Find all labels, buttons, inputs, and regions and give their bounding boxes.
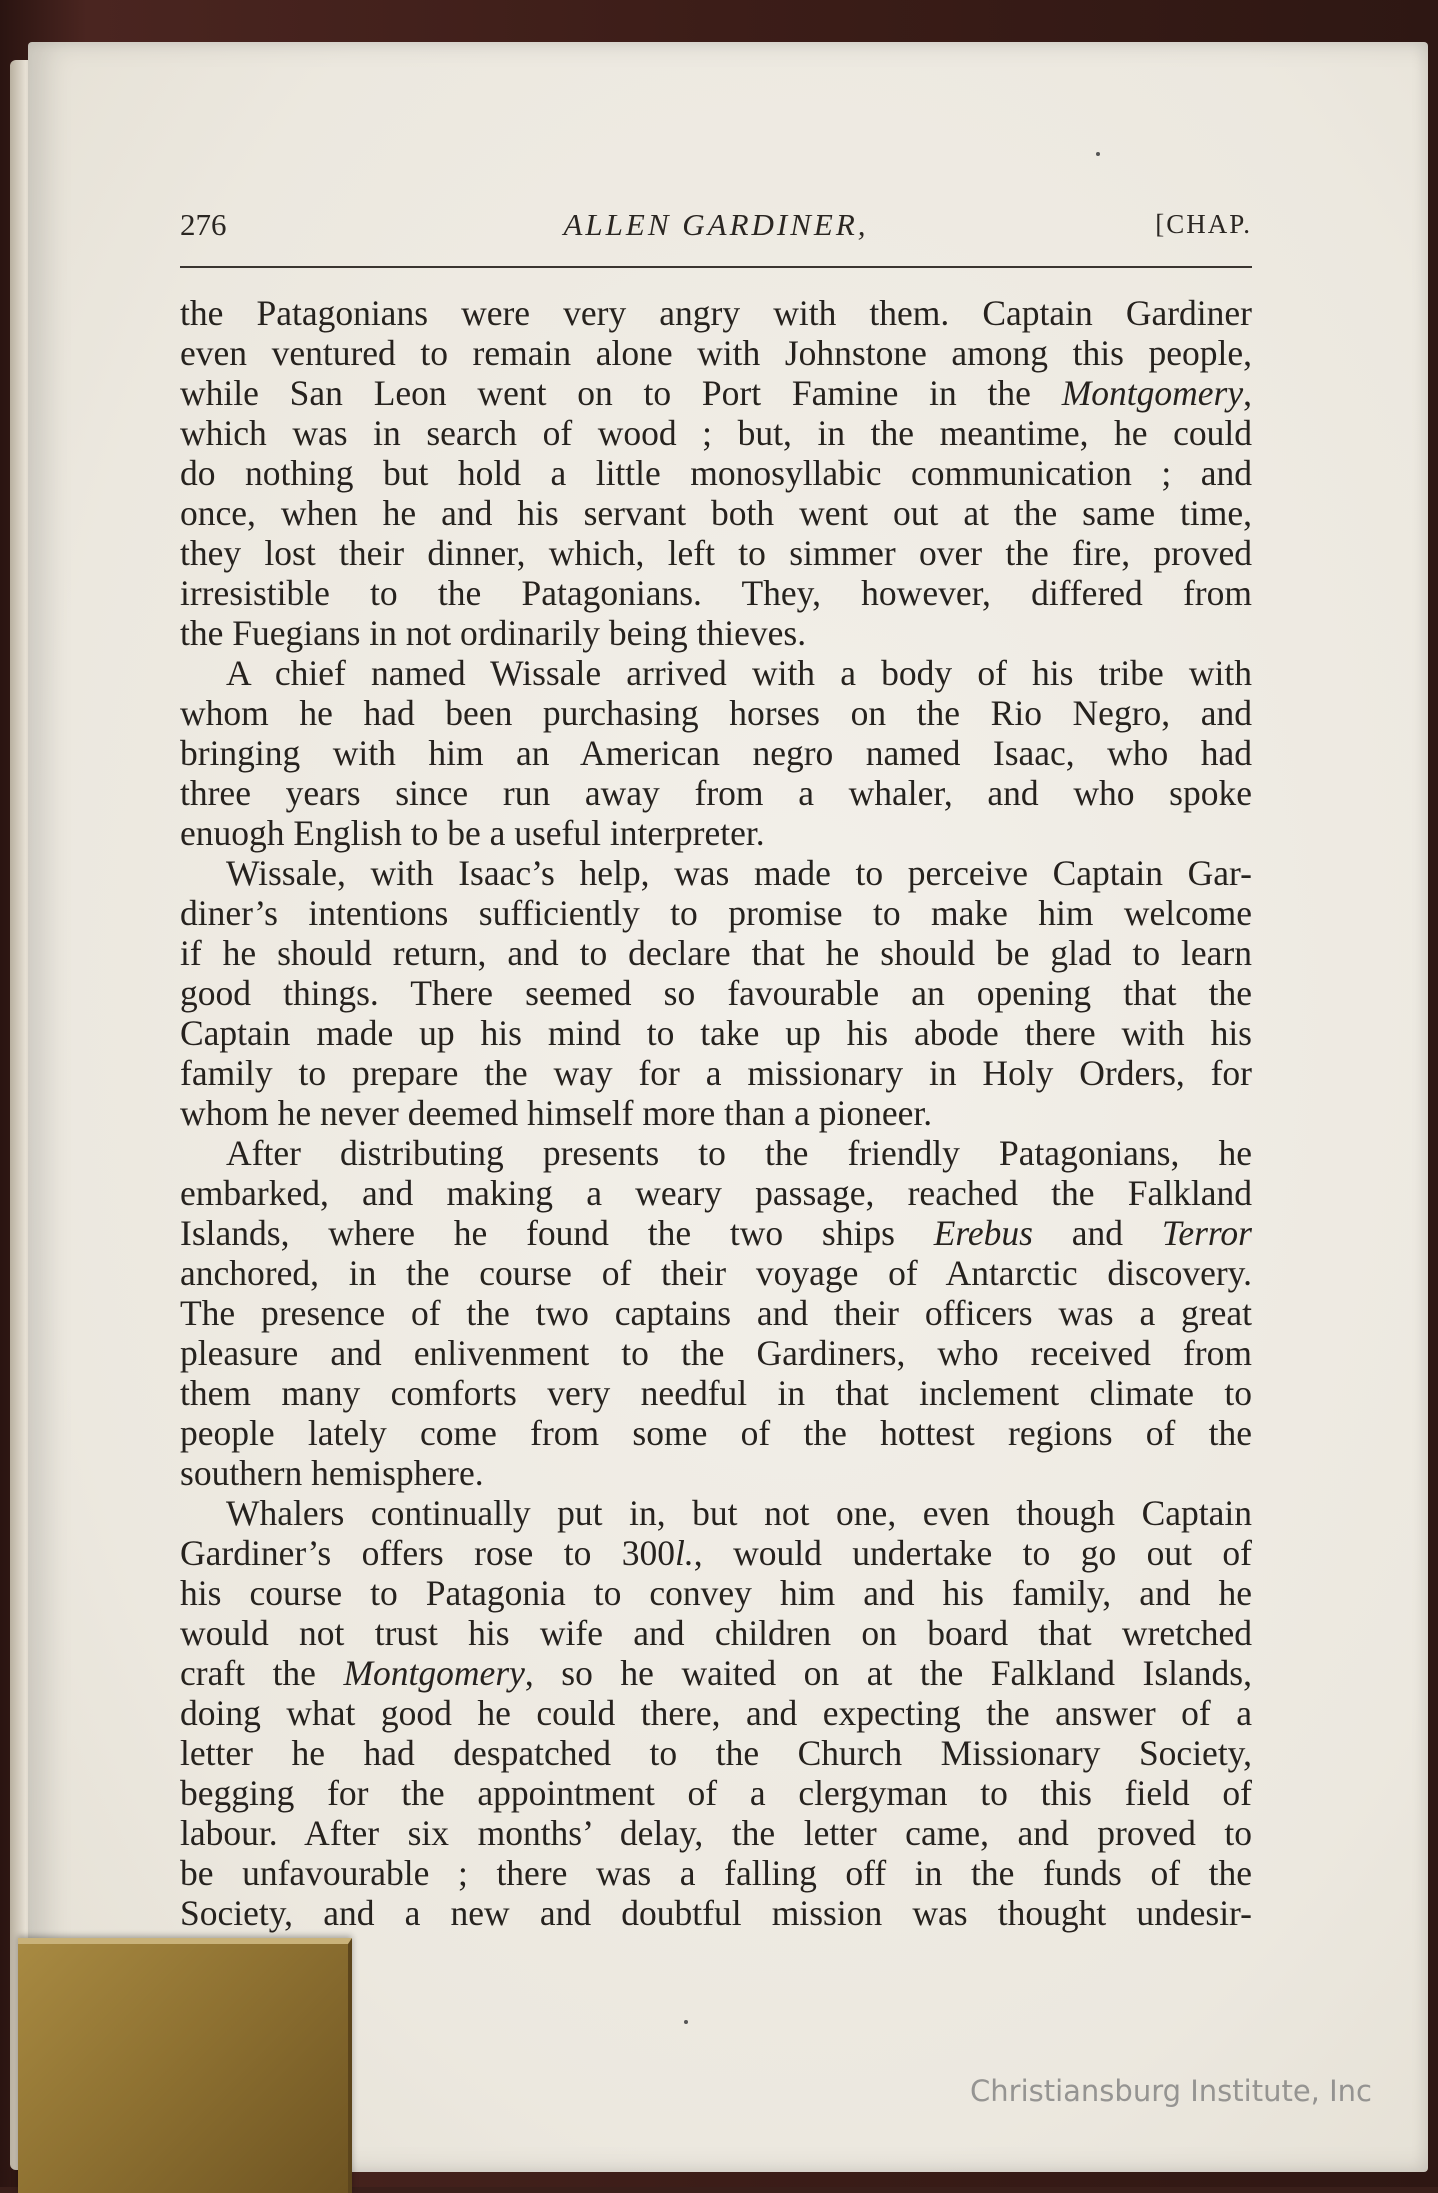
text-line: Society, and a new and doubtful mission was thought undesir- [180,1893,1252,1933]
text-line: Wissale, with Isaac’s help, was made to perceive Captain Gar- [226,853,1252,893]
watermark: Christiansburg Institute, Inc [970,2074,1372,2108]
text-line: three years since run away from a whaler, and who spoke [180,773,1252,813]
text-line: begging for the appointment of a clergyman to this field of [180,1773,1252,1813]
text-line: southern hemisphere. [180,1453,484,1493]
text-line: once, when he and his servant both went out at the same time, [180,493,1252,533]
text-line: irresistible to the Patagonians. They, however, differed from [180,573,1252,613]
text-line: family to prepare the way for a missionary in Holy Orders, for [180,1053,1252,1093]
text-line: After distributing presents to the friendly Patagonians, he [226,1133,1252,1173]
header-rule [180,266,1252,268]
text-line: while San Leon went on to Port Famine in the Montgomery, [180,373,1252,413]
text-line: letter he had despatched to the Church Missionary Society, [180,1733,1252,1773]
text-line: good things. There seemed so favourable an opening that the [180,973,1252,1013]
text-line: the Patagonians were very angry with them. Captain Gardiner [180,293,1252,333]
text-line: whom he never deemed himself more than a pioneer. [180,1093,933,1133]
text-line: embarked, and making a weary passage, reached the Falkland [180,1173,1252,1213]
text-line: A chief named Wissale arrived with a body of his tribe with [226,653,1252,693]
text-line: The presence of the two captains and their officers was a great [180,1293,1252,1333]
text-line: enuogh English to be a useful interpreter. [180,813,765,853]
text-line: would not trust his wife and children on board that wretched [180,1613,1252,1653]
text-line: be unfavourable ; there was a falling off in the funds of the [180,1853,1252,1893]
text-line: anchored, in the course of their voyage of Antarctic discovery. [180,1253,1252,1293]
text-line: labour. After six months’ delay, the letter came, and proved to [180,1813,1252,1853]
text-line: if he should return, and to declare that he should be glad to learn [180,933,1252,973]
text-line: Whalers continually put in, but not one, even though Captain [226,1493,1252,1533]
text-line: they lost their dinner, which, left to simmer over the fire, proved [180,533,1252,573]
ship-name: Montgomery [1061,373,1244,413]
text-line: the Fuegians in not ordinarily being thieves. [180,613,807,653]
running-title: ALLEN GARDINER, [563,207,869,242]
running-head [180,207,1252,251]
text-line: doing what good he could there, and expecting the answer of a [180,1693,1252,1733]
text-line: diner’s intentions sufficiently to promise to make him welcome [180,893,1252,933]
text-line: Captain made up his mind to take up his abode there with his [180,1013,1252,1053]
text-line: bringing with him an American negro named Isaac, who had [180,733,1252,773]
chapter-marker: [CHAP. [1155,209,1252,239]
text-line: which was in search of wood ; but, in the meantime, he could [180,413,1252,453]
speck [684,2020,688,2024]
ship-name: Erebus [933,1213,1033,1253]
body-text [180,293,1252,1933]
text-line: Gardiner’s offers rose to 300l., would undertake to go out of [180,1533,1252,1573]
holding-thumb [18,1938,352,2193]
text-line: them many comforts very needful in that inclement climate to [180,1373,1252,1413]
text-line: do nothing but hold a little monosyllabic communication ; and [180,453,1252,493]
ship-name: Terror [1161,1213,1252,1253]
speck [1096,152,1100,156]
ship-name: Montgomery [343,1653,525,1693]
text-line: Islands, where he found the two ships Erebus and Terror [180,1213,1252,1253]
text-line: craft the Montgomery, so he waited on at the Falkland Islands, [180,1653,1252,1693]
text-line: whom he had been purchasing horses on the Rio Negro, and [180,693,1252,733]
text-line: his course to Patagonia to convey him and his family, and he [180,1573,1252,1613]
text-line: pleasure and enlivenment to the Gardiners, who received from [180,1333,1252,1373]
page-number: 276 [180,207,227,242]
text-line: people lately come from some of the hottest regions of the [180,1413,1252,1453]
text-line: even ventured to remain alone with Johnstone among this people, [180,333,1252,373]
